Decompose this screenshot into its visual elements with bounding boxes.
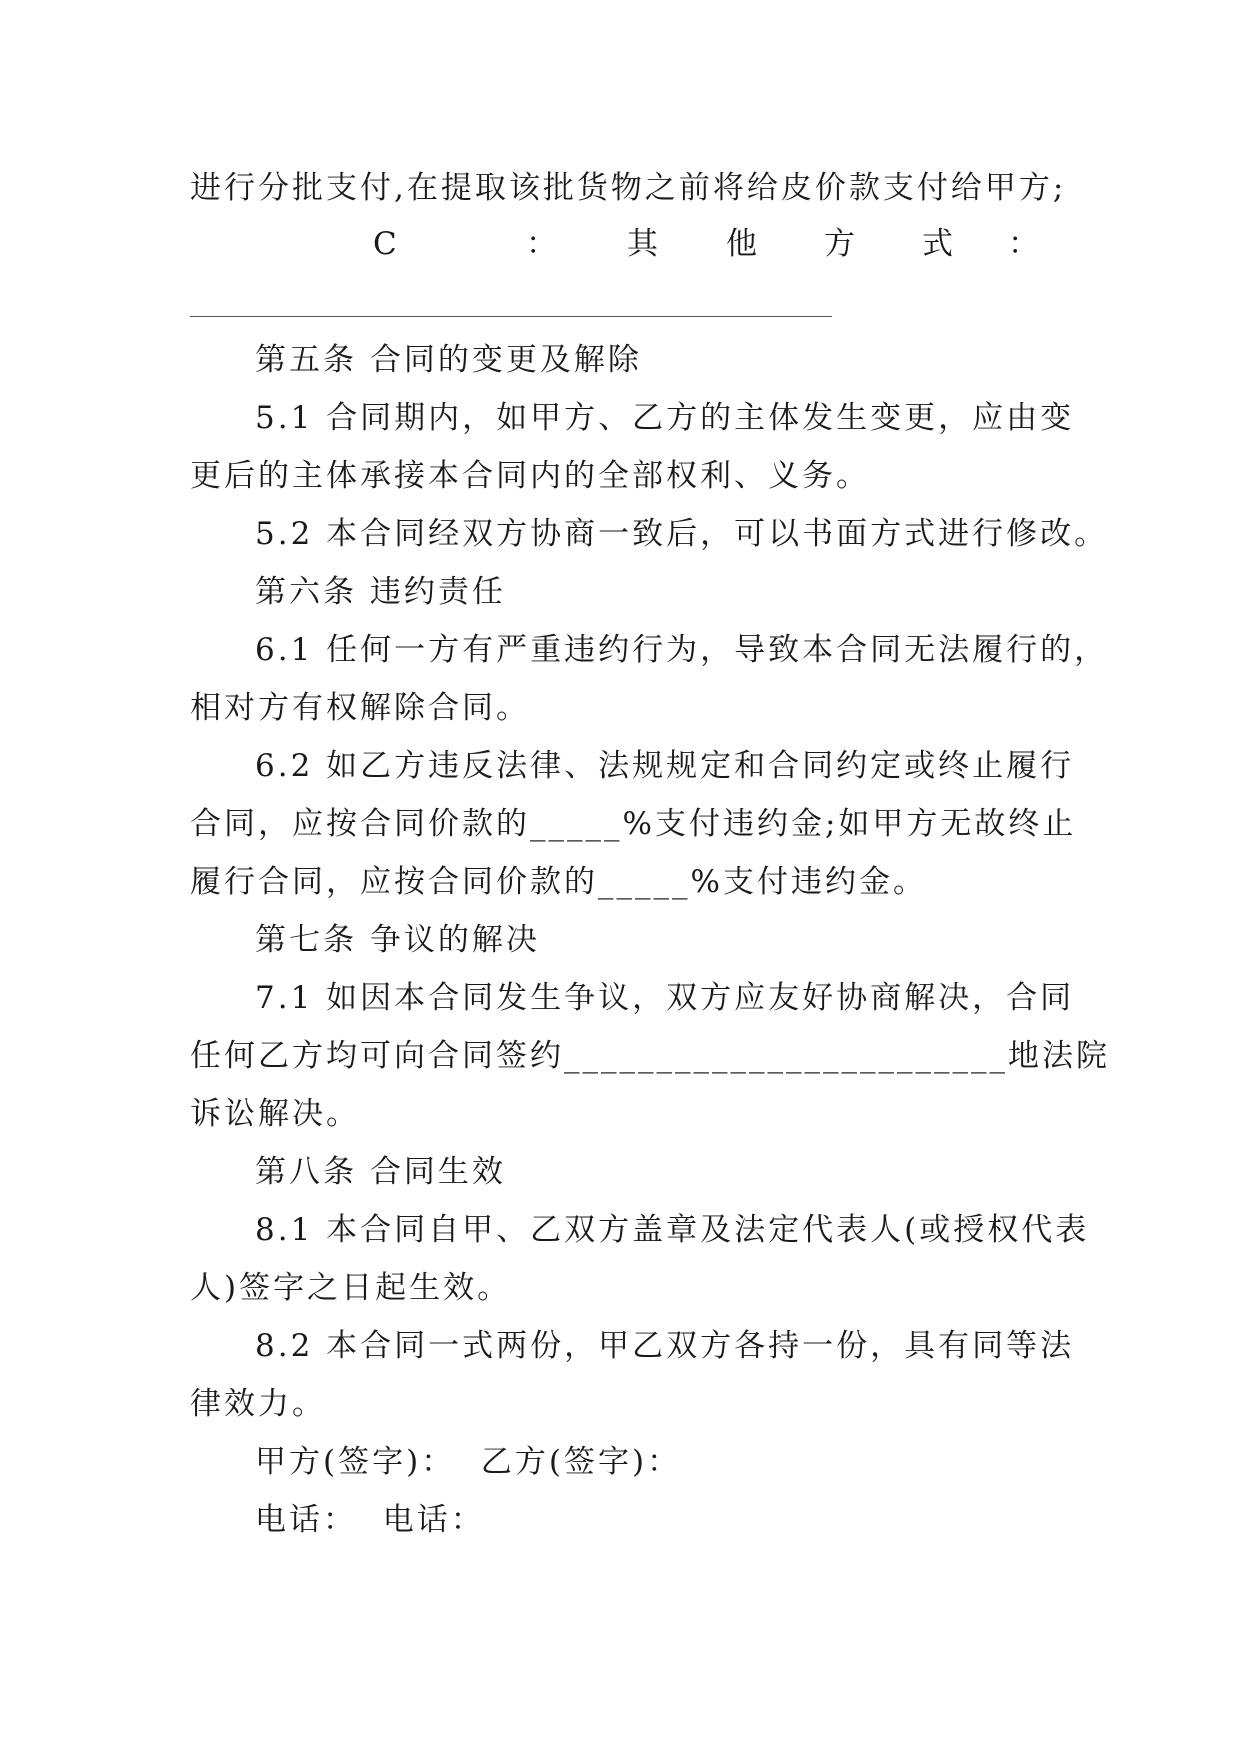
article-heading: 第七条 争议的解决 bbox=[255, 922, 540, 958]
text-line: 5.2 本合同经双方协商一致后，可以书面方式进行修改。 bbox=[255, 516, 1109, 552]
option-c-colon: ： bbox=[526, 226, 557, 262]
signature-line: 甲方(签字)： 乙方(签字)： bbox=[255, 1444, 682, 1480]
article-heading: 第六条 违约责任 bbox=[255, 574, 506, 610]
text-line: 律效力。 bbox=[190, 1386, 326, 1422]
text-line: 履行合同，应按合同价款的_____%支付违约金。 bbox=[190, 864, 927, 900]
text-line: 7.1 如因本合同发生争议，双方应友好协商解决，合同 bbox=[255, 980, 1075, 1016]
article-heading: 第八条 合同生效 bbox=[255, 1154, 506, 1190]
text-line: 8.2 本合同一式两份，甲乙双方各持一份，具有同等法 bbox=[255, 1328, 1075, 1364]
option-c-char: 方 bbox=[824, 226, 855, 262]
text-line: 5.1 合同期内，如甲方、乙方的主体发生变更，应由变 bbox=[255, 400, 1075, 436]
text-line: 相对方有权解除合同。 bbox=[190, 690, 530, 726]
phone-line: 电话： 电话： bbox=[255, 1502, 485, 1538]
option-c-colon: ： bbox=[1008, 226, 1039, 262]
text-line: 8.1 本合同自甲、乙双方盖章及法定代表人(或授权代表 bbox=[255, 1212, 1090, 1248]
option-c-char: 式 bbox=[922, 226, 953, 262]
text-line: 诉讼解决。 bbox=[190, 1096, 360, 1132]
text-line: 合同，应按合同价款的_____%支付违约金;如甲方无故终止 bbox=[190, 806, 1077, 842]
option-c-label: C bbox=[373, 226, 397, 262]
text-line: 6.1 任何一方有严重违约行为，导致本合同无法履行的， bbox=[255, 632, 1109, 668]
text-line: 人)签字之日起生效。 bbox=[190, 1270, 512, 1306]
option-c-char: 其 bbox=[627, 226, 658, 262]
text-line: 任何乙方均可向合同签约________________________地法院 bbox=[190, 1038, 1110, 1074]
text-line: 更后的主体承接本合同内的全部权利、义务。 bbox=[190, 458, 870, 494]
text-line: 进行分批支付,在提取该批货物之前将给皮价款支付给甲方; bbox=[190, 170, 1067, 206]
blank-underline bbox=[190, 316, 832, 317]
article-heading: 第五条 合同的变更及解除 bbox=[255, 342, 642, 378]
text-line: 6.2 如乙方违反法律、法规规定和合同约定或终止履行 bbox=[255, 748, 1075, 784]
option-c-char: 他 bbox=[726, 226, 757, 262]
